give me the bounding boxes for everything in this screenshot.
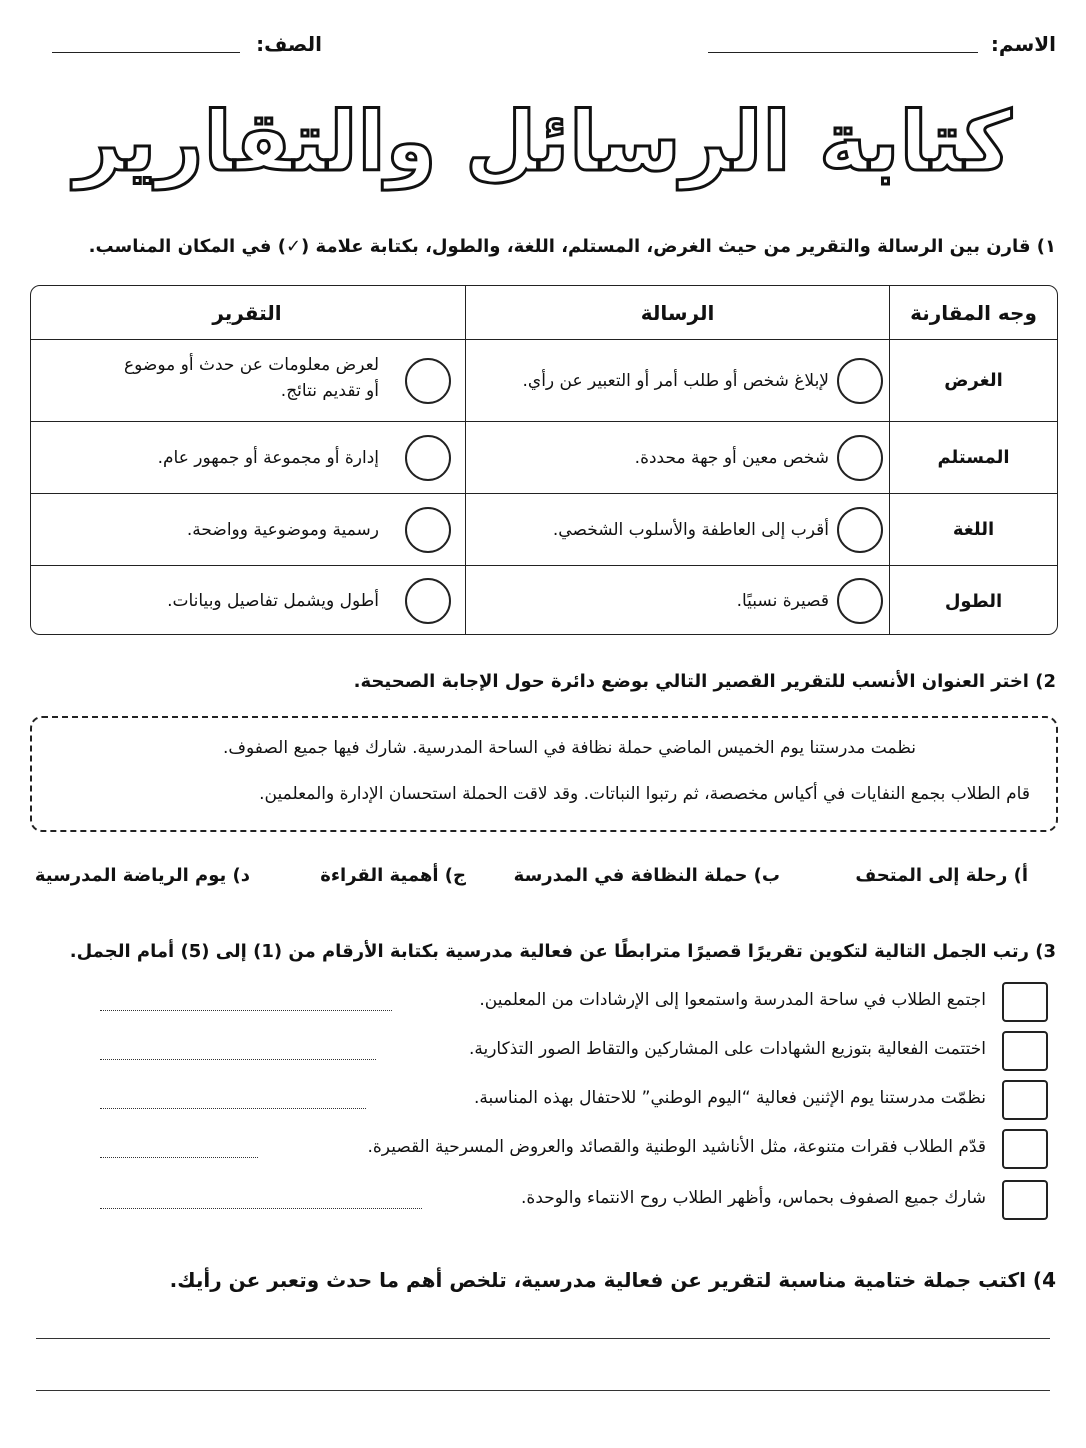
q2-prompt: 2) اختر العنوان الأنسب للتقرير القصير التالي بوضع دائرة حول الإجابة الصحيحة. [353, 671, 1056, 692]
report-text: رسمية وموضوعية وواضحة. [186, 520, 379, 540]
page-title: كتابة الرسائل والتقارير [74, 95, 1012, 190]
answer-line[interactable] [36, 1338, 1050, 1339]
report-check-circle[interactable] [405, 578, 451, 624]
letter-text: أقرب إلى العاطفة والأسلوب الشخصي. [552, 520, 829, 540]
header-report: التقرير [212, 300, 282, 325]
q3-prompt: 3) رتب الجمل التالية لتكوين تقريرًا قصيرًا مترابطًا عن فعالية مدرسية بكتابة الأرقام من (1) إلى (5) أمام الجمل. [69, 941, 1056, 962]
table-row [31, 340, 1057, 422]
row-aspect: الطول [889, 566, 1057, 635]
row-aspect: اللغة [889, 494, 1057, 565]
report-cell [30, 494, 465, 565]
name-field[interactable] [708, 52, 978, 53]
row-aspect: المستلم [889, 422, 1057, 493]
letter-cell [465, 340, 889, 421]
report-text [124, 352, 379, 404]
report-passage [30, 716, 1058, 832]
letter-text: شخص معين أو جهة محددة. [634, 448, 829, 468]
report-text-line: أو تقديم نتائج. [280, 381, 379, 401]
name-label: الاسم: [990, 32, 1056, 56]
order-input-box[interactable] [1002, 1031, 1048, 1071]
passage-line: نظمت مدرستنا يوم الخميس الماضي حملة نظافة في الساحة المدرسية. شارك فيها جميع الصفوف. [222, 738, 916, 758]
report-text: إدارة أو مجموعة أو جمهور عام. [157, 448, 379, 468]
letter-cell [465, 566, 889, 635]
order-sentence: اختتمت الفعالية بتوزيع الشهادات على المشاركين والتقاط الصور التذكارية. [468, 1039, 986, 1059]
dotted-line [100, 1208, 422, 1209]
dotted-line [100, 1059, 376, 1060]
class-field[interactable] [52, 52, 240, 53]
class-label: الصف: [256, 32, 322, 56]
letter-text: لإبلاغ شخص أو طلب أمر أو التعبير عن رأي. [522, 371, 829, 391]
order-sentence: اجتمع الطلاب في ساحة المدرسة واستمعوا إلى الإرشادات من المعلمين. [479, 990, 986, 1010]
order-input-box[interactable] [1002, 1129, 1048, 1169]
letter-cell [465, 494, 889, 565]
header-letter: الرسالة [465, 286, 889, 339]
report-cell [30, 422, 465, 493]
dotted-line [100, 1108, 366, 1109]
letter-check-circle[interactable] [837, 358, 883, 404]
letter-text: قصيرة نسبيًا. [736, 591, 829, 611]
q1-prompt: ١) قارن بين الرسالة والتقرير من حيث الغرض، المستلم، اللغة، والطول، بكتابة علامة (✓) في المكان المناسب. [88, 236, 1056, 257]
letter-check-circle[interactable] [837, 578, 883, 624]
dotted-line [100, 1010, 392, 1011]
table-row [31, 422, 1057, 494]
report-cell [30, 340, 465, 421]
order-input-box[interactable] [1002, 982, 1048, 1022]
report-check-circle[interactable] [405, 507, 451, 553]
report-cell [30, 566, 465, 635]
option-a[interactable]: أ) رحلة إلى المتحف [855, 865, 1028, 886]
report-check-circle[interactable] [405, 358, 451, 404]
order-input-box[interactable] [1002, 1180, 1048, 1220]
row-aspect: الغرض [889, 340, 1057, 421]
option-b[interactable]: ب) حملة النظافة في المدرسة [513, 865, 780, 886]
table-header-row [31, 286, 1057, 340]
table-row [31, 494, 1057, 566]
order-sentence: نظمّت مدرستنا يوم الإثنين فعالية “اليوم الوطني” للاحتفال بهذه المناسبة. [474, 1088, 986, 1108]
option-c[interactable]: ج) أهمية القراءة [320, 865, 466, 886]
q4-prompt: 4) اكتب جملة ختامية مناسبة لتقرير عن فعالية مدرسية، تلخص أهم ما حدث وتعبر عن رأيك. [169, 1268, 1056, 1292]
passage-line: قام الطلاب بجمع النفايات في أكياس مخصصة، ثم رتبوا النباتات. وقد لاقت الحملة استحسان الإدارة والمعلمين. [259, 784, 1030, 804]
report-text-line: لعرض معلومات عن حدث أو موضوع [123, 355, 379, 375]
letter-check-circle[interactable] [837, 435, 883, 481]
order-sentence: شارك جميع الصفوف بحماس، وأظهر الطلاب روح الانتماء والوحدة. [521, 1188, 986, 1208]
dotted-line [100, 1157, 258, 1158]
answer-line[interactable] [36, 1390, 1050, 1391]
order-sentence: قدّم الطلاب فقرات متنوعة، مثل الأناشيد الوطنية والقصائد والعروض المسرحية القصيرة. [367, 1137, 986, 1157]
table-row [31, 566, 1057, 635]
option-d[interactable]: د) يوم الرياضة المدرسية [34, 865, 250, 886]
report-text: أطول ويشمل تفاصيل وبيانات. [167, 591, 379, 611]
report-check-circle[interactable] [405, 435, 451, 481]
letter-check-circle[interactable] [837, 507, 883, 553]
header-aspect: وجه المقارنة [889, 286, 1057, 339]
comparison-table [30, 285, 1058, 635]
letter-cell [465, 422, 889, 493]
order-input-box[interactable] [1002, 1080, 1048, 1120]
